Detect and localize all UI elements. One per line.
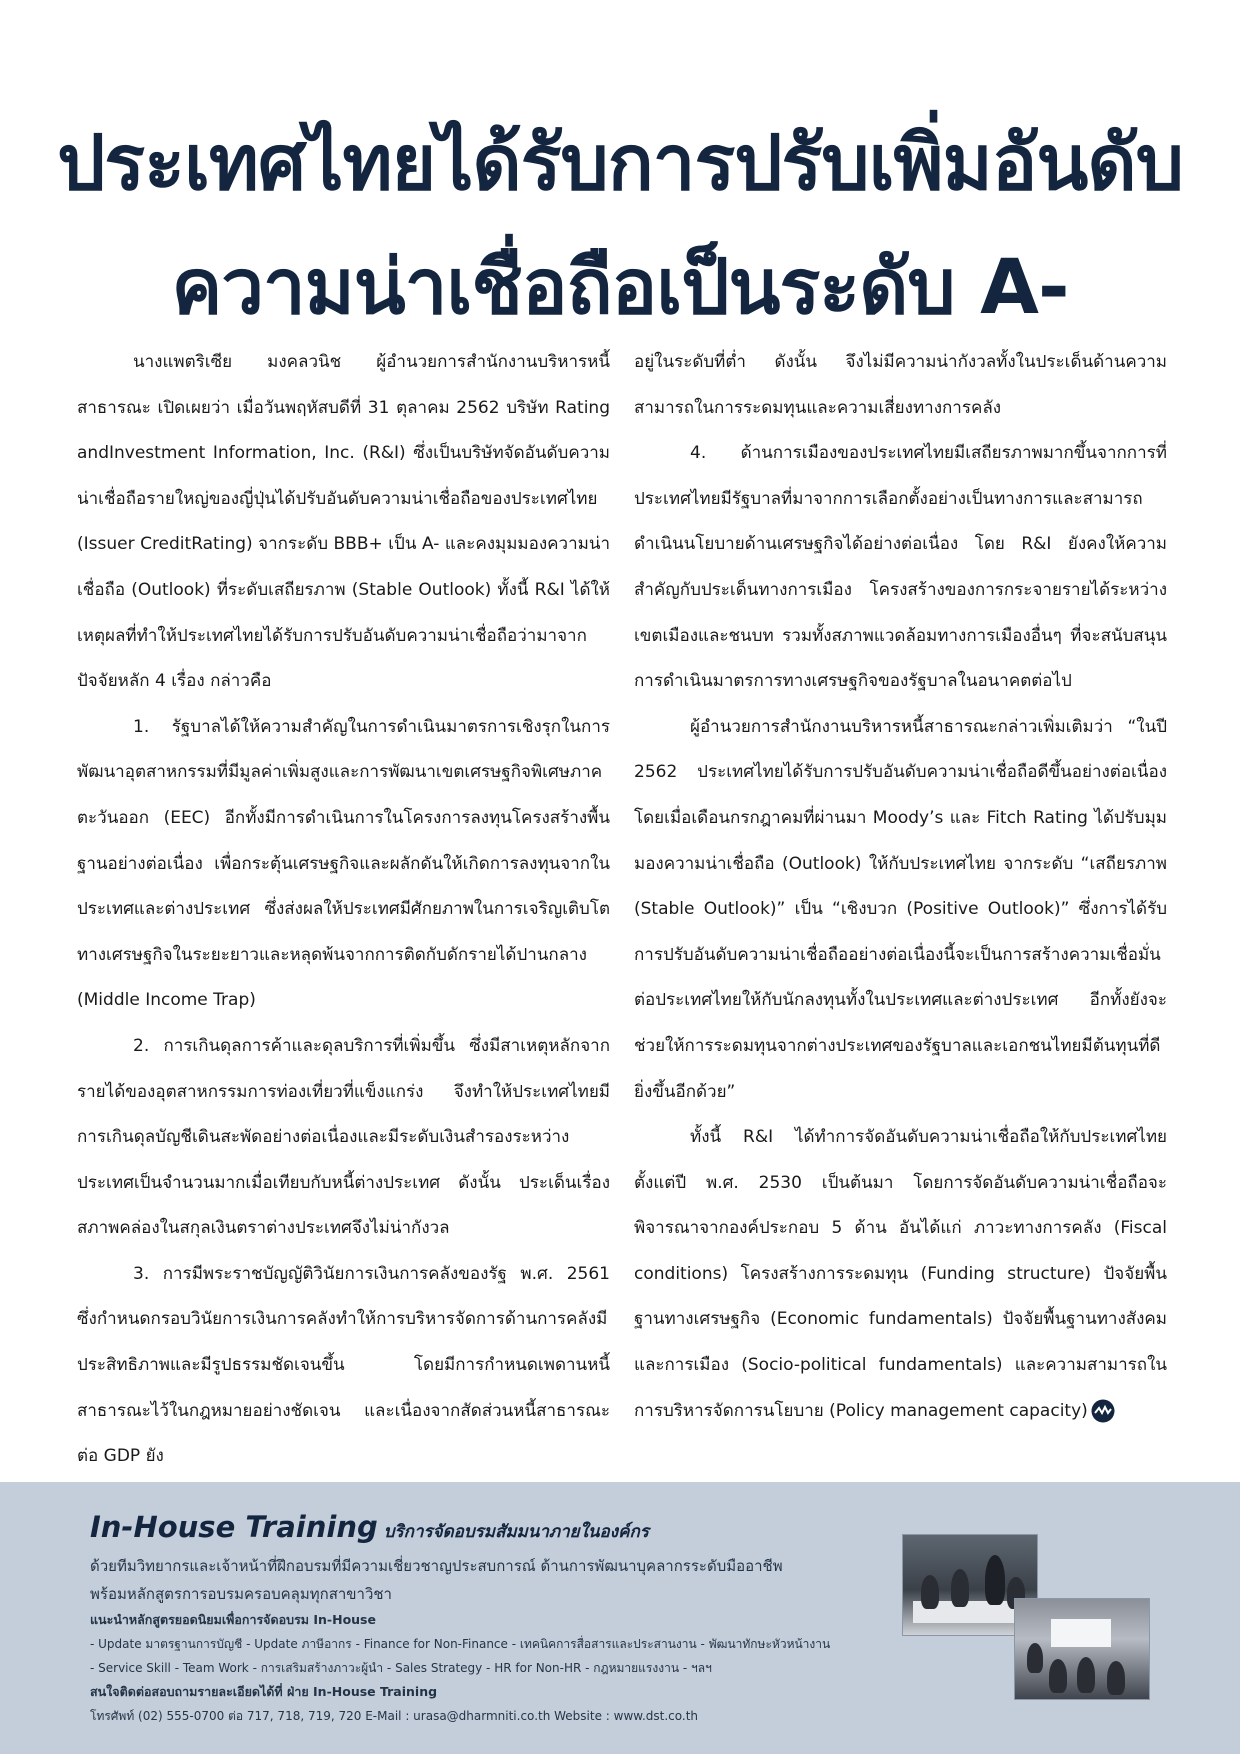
article-paragraph: 2. การเกินดุลการค้าและดุลบริการที่เพิ่มขึ้น ซึ่งมีสาเหตุหลักจากรายได้ของอุตสาหกรรมการท่องเที่ยวที่แข็งแกร่ง จึงทำให้ประเทศไทยมีการเกินดุลบัญชีเดินสะพัดอย่างต่อเนื่องและมีระดับเงินสำรองระหว่างประเทศเป็นจำนวนมากเมื่อเทียบกับหนี้ต่างประเทศ ดังนั้น ประเด็นเรื่องสภาพคล่องในสกุลเงินตราต่างประเทศจึงไม่น่ากังวล (77, 1035, 610, 1239)
banner-line-2: พร้อมหลักสูตรการอบรมครอบคลุมทุกสาขาวิชา (90, 1585, 392, 1603)
banner-body (90, 1552, 890, 1728)
article-paragraph-continuation: อยู่ในระดับที่ต่ำ ดังนั้น จึงไม่มีความน่ากังวลทั้งในประเด็นด้านความสามารถในการระดมทุนและความเสี่ยงทางการคลัง (634, 352, 1167, 418)
courses-heading: แนะนำหลักสูตรยอดนิยมเพื่อการจัดอบรม In-House (90, 1612, 376, 1627)
courses-list-2: - Service Skill - Team Work - การเสริมสร้างภาวะผู้นำ - Sales Strategy - HR for Non-HR - กฎหมายแรงงาน - ฯลฯ (90, 1661, 712, 1675)
banner-brand: In-House Training (90, 1510, 378, 1544)
headline-line-1: ประเทศไทยได้รับการปรับเพิ่มอันดับ (57, 118, 1183, 208)
in-house-training-banner (0, 1482, 1240, 1754)
courses-list-1: - Update มาตรฐานการบัญชี - Update ภาษีอากร - Finance for Non-Finance - เทคนิคการสื่อสารและประสานงาน - พัฒนาทักษะหัวหน้างาน (90, 1637, 831, 1651)
contact-line: โทรศัพท์ (02) 555-0700 ต่อ 717, 718, 719, 720 E-Mail : urasa@dharmniti.co.th Website : www.dst.co.th (90, 1709, 699, 1723)
banner-title (90, 1510, 649, 1545)
headline (40, 101, 1200, 349)
training-photo-2 (1014, 1598, 1150, 1700)
article-paragraph: 1. รัฐบาลได้ให้ความสำคัญในการดำเนินมาตรการเชิงรุกในการพัฒนาอุตสาหกรรมที่มีมูลค่าเพิ่มสูงและการพัฒนาเขตเศรษฐกิจพิเศษภาคตะวันออก (EEC) อีกทั้งมีการดำเนินการในโครงการลงทุนโครงสร้างพื้นฐานอย่างต่อเนื่อง เพื่อกระตุ้นเศรษฐกิจและผลักดันให้เกิดการลงทุนจากในประเทศและต่างประเทศ ซึ่งส่งผลให้ประเทศมีศักยภาพในการเจริญเติบโตทางเศรษฐกิจในระยะยาวและหลุดพ้นจากการติดกับดักรายได้ปานกลาง (Middle Income Trap) (77, 716, 610, 1011)
article-paragraph: 3. การมีพระราชบัญญัติวินัยการเงินการคลังของรัฐ พ.ศ. 2561 ซึ่งกำหนดกรอบวินัยการเงินการคลังทำให้การบริหารจัดการด้านการคลังมีประสิทธิภาพและมีรูปธรรมชัดเจนขึ้น โดยมีการกำหนดเพดานหนี้สาธารณะไว้ในกฎหมายอย่างชัดเจน และเนื่องจากสัดส่วนหนี้สาธารณะต่อ GDP ยัง (77, 1263, 610, 1467)
contact-heading: สนใจติดต่อสอบถามรายละเอียดได้ที่ ฝ่าย In-House Training (90, 1684, 438, 1699)
article-paragraph-text: ทั้งนี้ R&I ได้ทำการจัดอันดับความน่าเชื่อถือให้กับประเทศไทยตั้งแต่ปี พ.ศ. 2530 เป็นต้นมา โดยการจัดอันดับความน่าเชื่อถือจะพิจารณาจากองค์ประกอบ 5 ด้าน อันได้แก่ ภาวะทางการคลัง (Fiscal conditions) โครงสร้างการระดมทุน (Funding structure) ปัจจัยพื้นฐานทางเศรษฐกิจ (Economic fundamentals) ปัจจัยพื้นฐานทางสังคมและการเมือง (Socio-political fundamentals) และความสามารถในการบริหารจัดการนโยบาย (Policy management capacity) (634, 1127, 1167, 1421)
article-left-column (77, 340, 610, 1480)
banner-line-1: ด้วยทีมวิทยากรและเจ้าหน้าที่ฝึกอบรมที่มีความเชี่ยวชาญประสบการณ์ ด้านการพัฒนาบุคลากรระดับมืออาชีพ (90, 1557, 783, 1575)
headline-line-2: ความน่าเชื่อถือเป็นระดับ A- (171, 242, 1069, 332)
banner-tagline: บริการจัดอบรมสัมมนาภายในองค์กร (383, 1522, 649, 1542)
article-paragraph-final (634, 1115, 1167, 1434)
article-right-column (634, 340, 1167, 1434)
end-mark-icon (1091, 1399, 1115, 1423)
article-paragraph: นางแพตริเซีย มงคลวนิช ผู้อำนวยการสำนักงานบริหารหนี้สาธารณะ เปิดเผยว่า เมื่อวันพฤหัสบดีที่ 31 ตุลาคม 2562 บริษัท Rating andInvestment Information, Inc. (R&I) ซึ่งเป็นบริษัทจัดอันดับความน่าเชื่อถือรายใหญ่ของญี่ปุ่นได้ปรับอันดับความน่าเชื่อถือของประเทศไทย (Issuer CreditRating) จากระดับ BBB+ เป็น A- และคงมุมมองความน่าเชื่อถือ (Outlook) ที่ระดับเสถียรภาพ (Stable Outlook) ทั้งนี้ R&I ได้ให้เหตุผลที่ทำให้ประเทศไทยได้รับการปรับอันดับความน่าเชื่อถือว่ามาจากปัจจัยหลัก 4 เรื่อง กล่าวคือ (77, 352, 610, 692)
article-paragraph: ผู้อำนวยการสำนักงานบริหารหนี้สาธารณะกล่าวเพิ่มเติมว่า “ในปี 2562 ประเทศไทยได้รับการปรับอันดับความน่าเชื่อถือดีขึ้นอย่างต่อเนื่อง โดยเมื่อเดือนกรกฎาคมที่ผ่านมา Moody’s และ Fitch Rating ได้ปรับมุมมองความน่าเชื่อถือ (Outlook) ให้กับประเทศไทย จากระดับ “เสถียรภาพ (Stable Outlook)” เป็น “เชิงบวก (Positive Outlook)” ซึ่งการได้รับการปรับอันดับความน่าเชื่อถืออย่างต่อเนื่องนี้จะเป็นการสร้างความเชื่อมั่นต่อประเทศไทยให้กับนักลงทุนทั้งในประเทศและต่างประเทศ อีกทั้งยังจะช่วยให้การระดมทุนจากต่างประเทศของรัฐบาลและเอกชนไทยมีต้นทุนที่ดียิ่งขึ้นอีกด้วย” (634, 716, 1167, 1102)
article-paragraph: 4. ด้านการเมืองของประเทศไทยมีเสถียรภาพมากขึ้นจากการที่ประเทศไทยมีรัฐบาลที่มาจากการเลือกตั้งอย่างเป็นทางการและสามารถดำเนินนโยบายด้านเศรษฐกิจได้อย่างต่อเนื่อง โดย R&I ยังคงให้ความสำคัญกับประเด็นทางการเมือง โครงสร้างของการกระจายรายได้ระหว่างเขตเมืองและชนบท รวมทั้งสภาพแวดล้อมทางการเมืองอื่นๆ ที่จะสนับสนุนการดำเนินมาตรการทางเศรษฐกิจของรัฐบาลในอนาคตต่อไป (634, 443, 1167, 692)
